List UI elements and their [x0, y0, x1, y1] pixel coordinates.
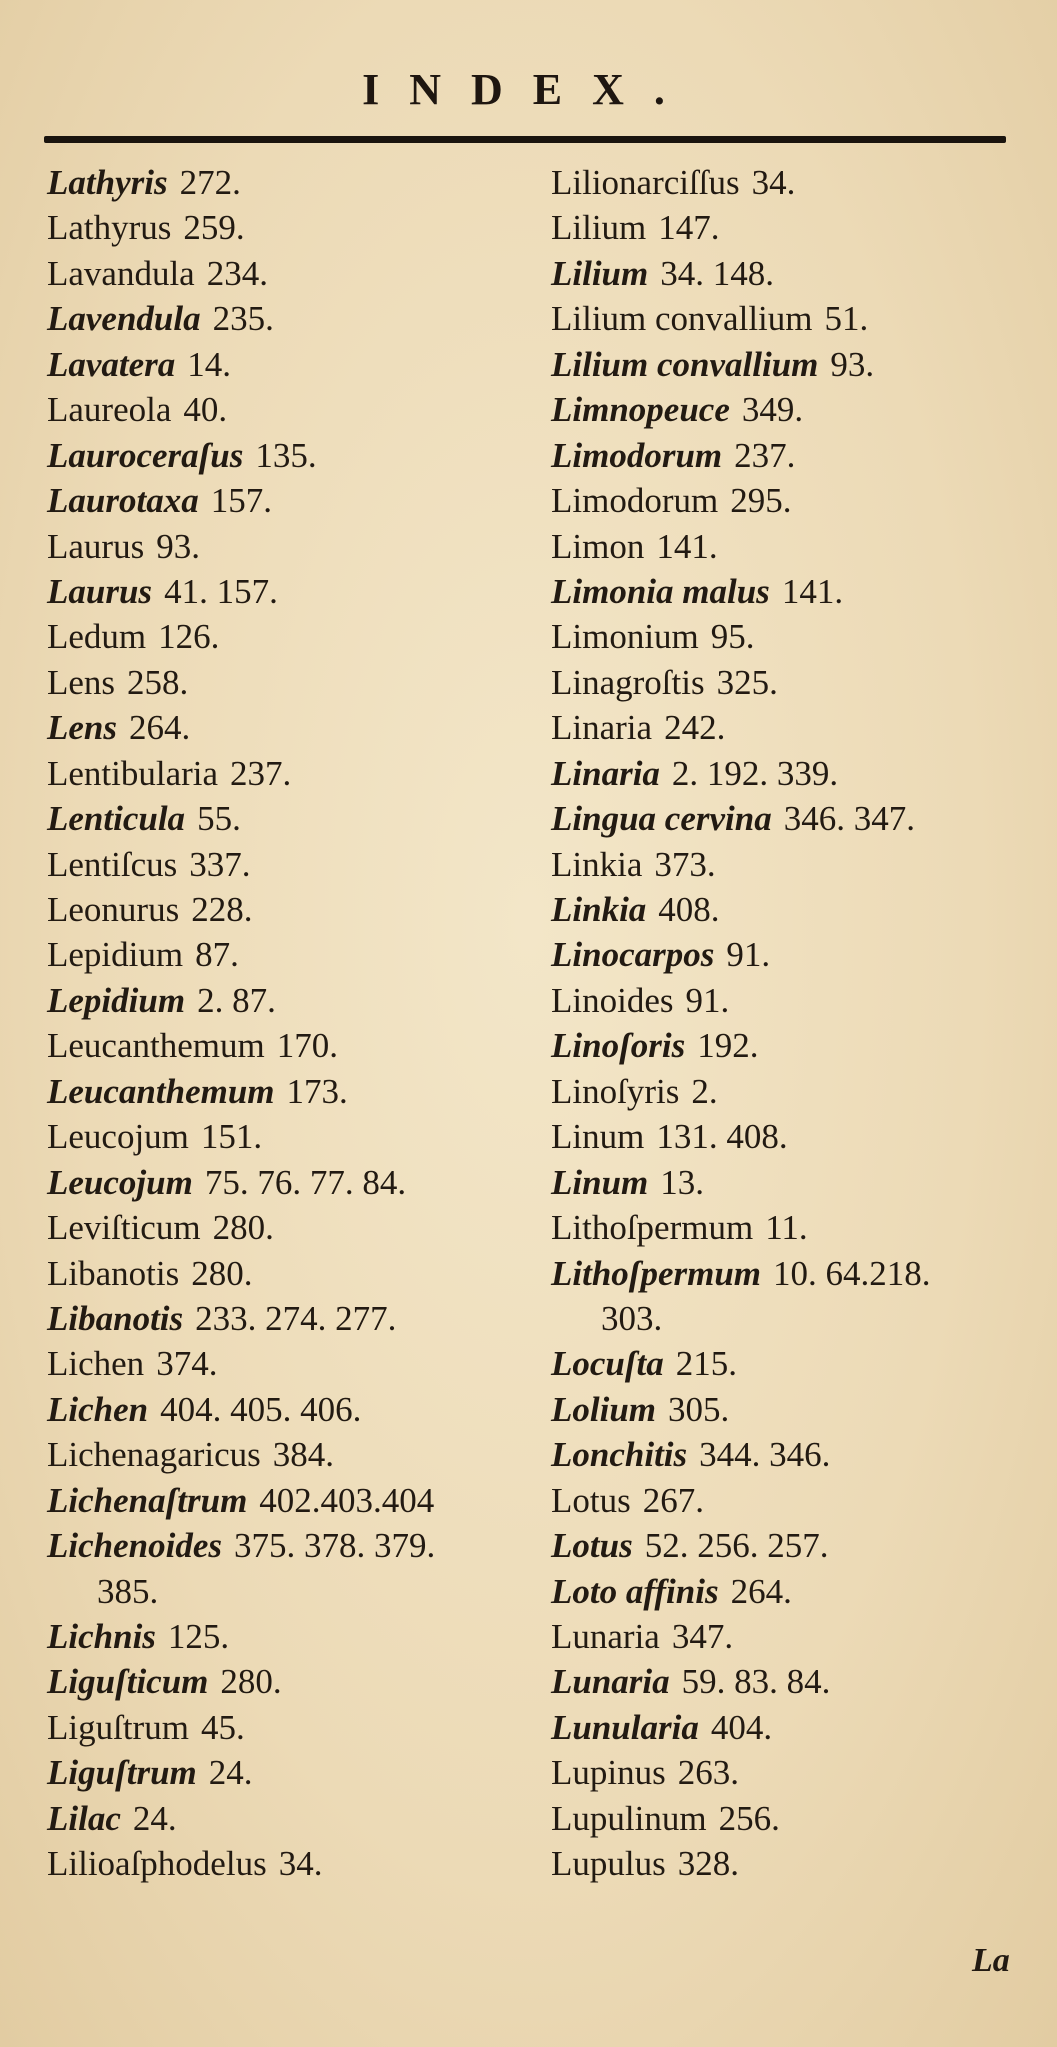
index-term: Lens: [47, 662, 116, 702]
index-pages: 75. 76. 77. 84.: [204, 1162, 407, 1202]
index-pages: 14.: [187, 344, 232, 384]
index-pages: 24.: [208, 1753, 253, 1793]
index-term: Lens: [47, 708, 117, 748]
index-entry: [47, 751, 517, 796]
index-entry: [551, 1205, 1021, 1250]
index-column-right: [551, 160, 1021, 1887]
index-pages: 303.: [601, 1298, 663, 1338]
index-entry: [47, 1296, 517, 1341]
index-term: Lichnis: [47, 1617, 156, 1656]
index-term: Lenticula: [47, 799, 186, 839]
index-term: Lolium: [551, 1389, 657, 1429]
index-entry: [551, 205, 1021, 250]
index-pages: 347.: [671, 1617, 734, 1656]
index-pages: 55.: [197, 799, 241, 839]
index-entry: [47, 1705, 517, 1750]
index-term: Lotus: [551, 1480, 631, 1520]
index-entry: [551, 1023, 1021, 1068]
index-term: Libanotis: [47, 1298, 184, 1338]
index-term: Limodorum: [551, 481, 719, 521]
index-term: Lentiſcus: [47, 844, 178, 884]
index-term: Lunaria: [551, 1662, 670, 1702]
index-term: Liguſtrum: [47, 1753, 197, 1793]
index-term: Lithoſpermum: [551, 1208, 754, 1248]
index-entry: [551, 978, 1021, 1023]
index-entry: [551, 1750, 1021, 1795]
index-entry: [47, 1023, 517, 1068]
index-entry: [47, 796, 517, 841]
index-entry: [47, 842, 517, 887]
index-pages: 337.: [189, 844, 251, 884]
index-term: Lilioaſphodelus: [47, 1844, 267, 1884]
index-pages: 408.: [658, 890, 720, 929]
index-pages: 52. 256. 257.: [644, 1526, 829, 1566]
index-term: Liguſtrum: [47, 1707, 189, 1747]
index-term: Lepidium: [47, 980, 186, 1020]
index-pages: 131. 408.: [656, 1117, 788, 1157]
index-entry: [47, 569, 517, 614]
index-term: Lichenagaricus: [47, 1435, 261, 1475]
index-entry: [47, 1341, 517, 1386]
index-entry: [47, 342, 517, 387]
index-pages: 328.: [677, 1844, 739, 1884]
index-entry: [47, 1750, 517, 1795]
index-pages: 45.: [200, 1707, 245, 1747]
index-entry: [47, 1069, 517, 1114]
index-term: Lunularia: [551, 1707, 699, 1747]
index-term: Lupulus: [551, 1844, 666, 1884]
index-entry: [47, 1841, 517, 1886]
index-entry: [551, 251, 1021, 296]
index-pages: 34.: [278, 1844, 323, 1884]
index-entry: [551, 614, 1021, 659]
catchword: La: [972, 1942, 1010, 1979]
index-pages: 404. 405. 406.: [160, 1389, 362, 1429]
index-column-left: [47, 160, 517, 1887]
index-term: Limon: [551, 526, 645, 566]
index-entry: [551, 1796, 1021, 1841]
index-pages: 10. 64.218.: [773, 1253, 931, 1293]
index-term: Limonia malus: [551, 571, 770, 611]
index-entry: [551, 1296, 1021, 1341]
header-rule: [44, 136, 1006, 143]
index-pages: 34. 148.: [660, 253, 774, 293]
index-term: Leucojum: [47, 1162, 193, 1202]
index-entry: [47, 978, 517, 1023]
index-pages: 267.: [642, 1480, 704, 1520]
index-entry: [551, 296, 1021, 341]
index-entry: [47, 524, 517, 569]
index-pages: 374.: [156, 1344, 218, 1384]
index-entry: [47, 1478, 517, 1523]
index-term: Linaria: [551, 708, 653, 748]
index-entry: [47, 932, 517, 977]
index-pages: 125.: [167, 1617, 230, 1656]
index-entry: [551, 1432, 1021, 1477]
index-entry: [47, 887, 517, 932]
index-entry: [551, 433, 1021, 478]
index-term: Lathyris: [47, 163, 168, 202]
index-entry: [47, 1523, 517, 1568]
index-entry: [551, 1114, 1021, 1159]
index-entry: [551, 1523, 1021, 1568]
index-entry: [551, 387, 1021, 432]
index-entry: [47, 160, 517, 205]
index-term: Lathyrus: [47, 208, 172, 248]
index-term: Linoſoris: [551, 1026, 686, 1066]
index-term: Liguſticum: [47, 1662, 209, 1702]
index-pages: 235.: [212, 299, 274, 339]
index-entry: [47, 614, 517, 659]
index-entry: [47, 1796, 517, 1841]
index-term: Leucanthemum: [47, 1071, 275, 1111]
index-term: Linum: [551, 1117, 645, 1157]
index-entry: [47, 1432, 517, 1477]
index-pages: 170.: [276, 1026, 338, 1066]
index-entry: [47, 478, 517, 523]
index-term: Lichenaſtrum: [47, 1480, 248, 1520]
index-entry: [551, 842, 1021, 887]
index-term: Lichenoides: [47, 1526, 222, 1566]
index-pages: 40.: [183, 390, 228, 430]
index-term: Lichen: [47, 1389, 149, 1429]
index-term: Lupinus: [551, 1753, 666, 1793]
index-entry: [551, 1659, 1021, 1704]
index-pages: 272.: [179, 163, 241, 202]
index-pages: 141.: [656, 526, 718, 566]
index-pages: 305.: [668, 1389, 730, 1429]
index-term: Ledum: [47, 617, 147, 657]
index-entry: [551, 1705, 1021, 1750]
page-title: INDEX.: [362, 65, 695, 114]
index-pages: 325.: [716, 662, 778, 702]
index-pages: 2.: [691, 1071, 718, 1111]
index-pages: 256.: [718, 1798, 780, 1838]
index-pages: 402.403.404: [259, 1480, 435, 1520]
index-pages: 215.: [675, 1344, 738, 1384]
index-pages: 237.: [230, 753, 292, 793]
index-pages: 192.: [697, 1026, 759, 1066]
index-term: Linkia: [551, 844, 643, 884]
index-entry: [551, 1341, 1021, 1386]
index-term: Loto affinis: [551, 1571, 719, 1611]
index-term: Linoides: [551, 980, 674, 1020]
index-term: Laurus: [47, 571, 153, 611]
index-entry: [551, 660, 1021, 705]
index-pages: 13.: [660, 1162, 705, 1202]
index-pages: 373.: [654, 844, 716, 884]
index-pages: 34.: [751, 163, 796, 202]
index-term: Libanotis: [47, 1253, 180, 1293]
index-pages: 258.: [127, 662, 189, 702]
index-entry: [551, 1614, 1021, 1659]
index-pages: 59. 83. 84.: [681, 1662, 831, 1702]
index-term: Limnopeuce: [551, 390, 730, 430]
index-term: Laurus: [47, 526, 145, 566]
index-entry: [551, 1569, 1021, 1614]
index-entry: [551, 160, 1021, 205]
index-term: Limonium: [551, 617, 699, 657]
index-pages: 349.: [741, 390, 804, 430]
index-pages: 228.: [191, 890, 253, 929]
index-entry: [551, 1160, 1021, 1205]
index-term: Lavendula: [47, 299, 201, 339]
index-pages: 93.: [830, 344, 875, 384]
index-term: Leviſticum: [47, 1208, 201, 1248]
index-term: Linagroſtis: [551, 662, 705, 702]
index-pages: 11.: [765, 1208, 808, 1248]
index-entry: [551, 478, 1021, 523]
index-entry: [47, 1205, 517, 1250]
index-term: Lichen: [47, 1344, 145, 1384]
index-pages: 280.: [220, 1662, 282, 1702]
index-pages: 233. 274. 277.: [195, 1298, 397, 1338]
index-term: Lotus: [551, 1526, 633, 1566]
index-pages: 344. 346.: [699, 1435, 831, 1475]
index-term: Linocarpos: [551, 935, 715, 975]
index-term: Lilium convallium: [551, 299, 813, 339]
index-term: Lilionarciſſus: [551, 163, 740, 202]
index-pages: 141.: [781, 571, 844, 611]
index-pages: 95.: [710, 617, 755, 657]
index-term: Lavatera: [47, 344, 176, 384]
index-term: Leonurus: [47, 890, 180, 929]
index-pages: 263.: [677, 1753, 739, 1793]
index-term: Lingua cervina: [551, 799, 772, 839]
index-term: Linoſyris: [551, 1071, 680, 1111]
index-term: Leucojum: [47, 1117, 189, 1157]
index-entry: [47, 1659, 517, 1704]
index-entry: [551, 569, 1021, 614]
index-entry: [47, 705, 517, 750]
index-term: Laurotaxa: [47, 481, 199, 521]
index-entry: [47, 1251, 517, 1296]
index-entry: [551, 887, 1021, 932]
index-entry: [551, 342, 1021, 387]
index-entry: [47, 660, 517, 705]
index-pages: 151.: [200, 1117, 263, 1157]
index-entry: [551, 524, 1021, 569]
index-entry: [47, 205, 517, 250]
index-pages: 346. 347.: [783, 799, 915, 839]
index-entry: [47, 1160, 517, 1205]
index-pages: 91.: [685, 980, 730, 1020]
index-term: Lavandula: [47, 253, 195, 293]
index-term: Linaria: [551, 753, 660, 793]
index-pages: 91.: [726, 935, 771, 975]
index-pages: 385.: [97, 1571, 159, 1611]
index-term: Lithoſpermum: [551, 1253, 762, 1293]
index-term: Lilium convallium: [551, 344, 819, 384]
index-entry: [551, 796, 1021, 841]
index-entry: [551, 1478, 1021, 1523]
index-pages: 2. 192. 339.: [671, 753, 839, 793]
index-entry: [551, 1251, 1021, 1296]
index-entry: [551, 1387, 1021, 1432]
index-pages: 242.: [664, 708, 726, 748]
index-pages: 51.: [824, 299, 869, 339]
index-pages: 264.: [129, 708, 191, 748]
index-pages: 87.: [195, 935, 239, 975]
index-pages: 157.: [210, 481, 272, 521]
index-entry: [551, 1069, 1021, 1114]
index-term: Lupulinum: [551, 1798, 707, 1838]
index-entry: [47, 1614, 517, 1659]
index-pages: 259.: [183, 208, 245, 248]
index-pages: 404.: [710, 1707, 773, 1747]
index-term: Leucanthemum: [47, 1026, 265, 1066]
index-term: Laureola: [47, 390, 172, 430]
index-term: Lilac: [47, 1798, 121, 1838]
index-term: Linkia: [551, 890, 647, 929]
index-term: Lentibularia: [47, 753, 219, 793]
index-entry: [551, 751, 1021, 796]
index-term: Lepidium: [47, 935, 184, 975]
index-pages: 280.: [191, 1253, 253, 1293]
index-pages: 234.: [206, 253, 268, 293]
index-pages: 384.: [272, 1435, 335, 1475]
index-pages: 147.: [658, 208, 720, 248]
index-pages: 93.: [156, 526, 200, 566]
index-pages: 295.: [730, 481, 792, 521]
index-entry: [47, 387, 517, 432]
index-term: Lunaria: [551, 1617, 660, 1656]
index-pages: 135.: [255, 435, 317, 475]
index-pages: 126.: [158, 617, 220, 657]
index-term: Lonchitis: [551, 1435, 688, 1475]
index-pages: 24.: [132, 1798, 177, 1838]
index-entry: [551, 705, 1021, 750]
index-entry: [47, 1387, 517, 1432]
index-entry: [47, 1114, 517, 1159]
index-term: Linum: [551, 1162, 649, 1202]
index-pages: 2. 87.: [197, 980, 276, 1020]
index-entry: [551, 932, 1021, 977]
index-entry: [47, 433, 517, 478]
index-term: Lauroceraſus: [47, 435, 244, 475]
index-term: Locuſta: [551, 1344, 664, 1384]
index-pages: 41. 157.: [164, 571, 278, 611]
index-entry: [47, 296, 517, 341]
index-pages: 375. 378. 379.: [233, 1526, 436, 1566]
index-term: Lilium: [551, 253, 649, 293]
index-pages: 280.: [212, 1208, 274, 1248]
index-pages: 237.: [734, 435, 796, 475]
index-entry: [47, 1569, 517, 1614]
index-entry: [47, 251, 517, 296]
index-entry: [551, 1841, 1021, 1886]
index-pages: 173.: [286, 1071, 348, 1111]
index-pages: 264.: [730, 1571, 792, 1611]
index-term: Lilium: [551, 208, 647, 248]
index-term: Limodorum: [551, 435, 723, 475]
